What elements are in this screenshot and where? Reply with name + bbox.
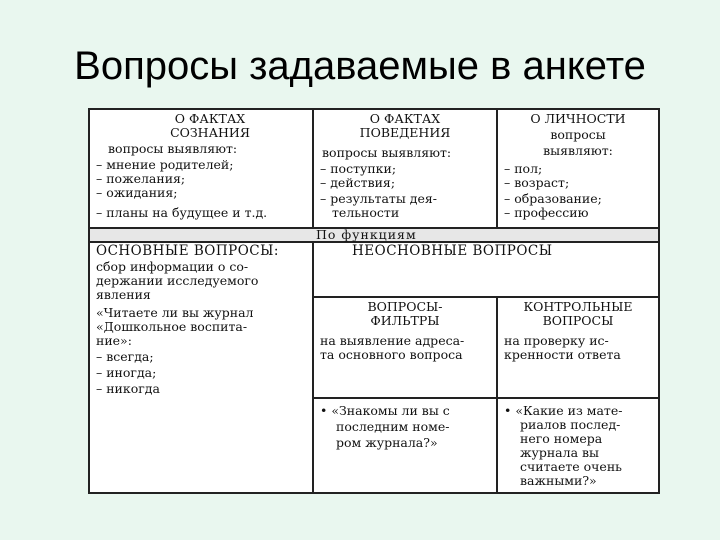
main-questions-example: «Читаете ли вы журнал [96, 305, 254, 320]
slide-title: Вопросы задаваемые в анкете [74, 44, 646, 88]
control-questions-heading-line1: КОНТРОЛЬНЫЕ [523, 299, 633, 314]
filter-questions-example: • «Знакомы ли вы с [320, 403, 450, 418]
main-questions-desc: сбор информации о со- [96, 259, 249, 274]
list-item: – результаты дея- [320, 191, 437, 206]
list-item: – действия; [320, 175, 396, 190]
list-item: – образование; [504, 191, 602, 206]
filter-questions-example: последним номе- [336, 419, 450, 434]
divider [312, 241, 314, 492]
col3-heading-line1: О ЛИЧНОСТИ [530, 111, 626, 126]
control-questions-example: считаете очень [520, 459, 622, 474]
col1-heading-line1: О ФАКТАХ [174, 111, 246, 126]
list-item: – профессию [504, 205, 589, 220]
control-questions-example: него номера [520, 431, 603, 446]
list-item: – планы на будущее и т.д. [96, 205, 268, 220]
list-item: – ожидания; [96, 185, 178, 200]
control-questions-example: журнала вы [520, 445, 599, 460]
control-questions-desc: кренности ответа [504, 347, 621, 362]
filter-questions-heading-line2: ФИЛЬТРЫ [370, 313, 440, 328]
by-function-label: По функциям [316, 227, 417, 242]
col3-heading-line2: вопросы [550, 127, 606, 142]
list-item: – иногда; [96, 365, 157, 380]
list-item: – всегда; [96, 349, 154, 364]
divider [312, 296, 658, 298]
filter-questions-heading-line1: ВОПРОСЫ- [367, 299, 443, 314]
list-item: – никогда [96, 381, 160, 396]
col1-heading-line2: СОЗНАНИЯ [170, 125, 250, 140]
questionnaire-table-image [88, 108, 660, 494]
col2-heading-line2: ПОВЕДЕНИЯ [359, 125, 451, 140]
filter-questions-desc: та основного вопроса [320, 347, 463, 362]
list-item: – мнение родителей; [96, 157, 234, 172]
list-item: – пожелания; [96, 171, 186, 186]
main-questions-desc: держании исследуемого [96, 273, 259, 288]
filter-questions-desc: на выявление адреса- [320, 333, 465, 348]
control-questions-example: • «Какие из мате- [504, 403, 623, 418]
control-questions-heading-line2: ВОПРОСЫ [542, 313, 614, 328]
control-questions-example: риалов послед- [520, 417, 621, 432]
col2-heading-line1: О ФАКТАХ [369, 111, 441, 126]
list-item: тельности [332, 205, 400, 220]
filter-questions-example: ром журнала?» [336, 435, 438, 450]
col3-heading-line3: выявляют: [543, 143, 613, 158]
list-item: – поступки; [320, 161, 397, 176]
col1-intro: вопросы выявляют: [108, 141, 238, 156]
divider [312, 397, 658, 399]
control-questions-example: важными?» [520, 473, 597, 488]
list-item: – возраст; [504, 175, 570, 190]
col2-intro: вопросы выявляют: [322, 145, 452, 160]
main-questions-example: «Дошкольное воспита- [96, 319, 248, 334]
list-item: – пол; [504, 161, 543, 176]
main-questions-desc: явления [96, 287, 151, 302]
control-questions-desc: на проверку ис- [504, 333, 609, 348]
secondary-questions-heading: НЕОСНОВНЫЕ ВОПРОСЫ [352, 243, 553, 259]
main-questions-example: ние»: [96, 333, 132, 348]
main-questions-heading: ОСНОВНЫЕ ВОПРОСЫ: [96, 243, 279, 259]
